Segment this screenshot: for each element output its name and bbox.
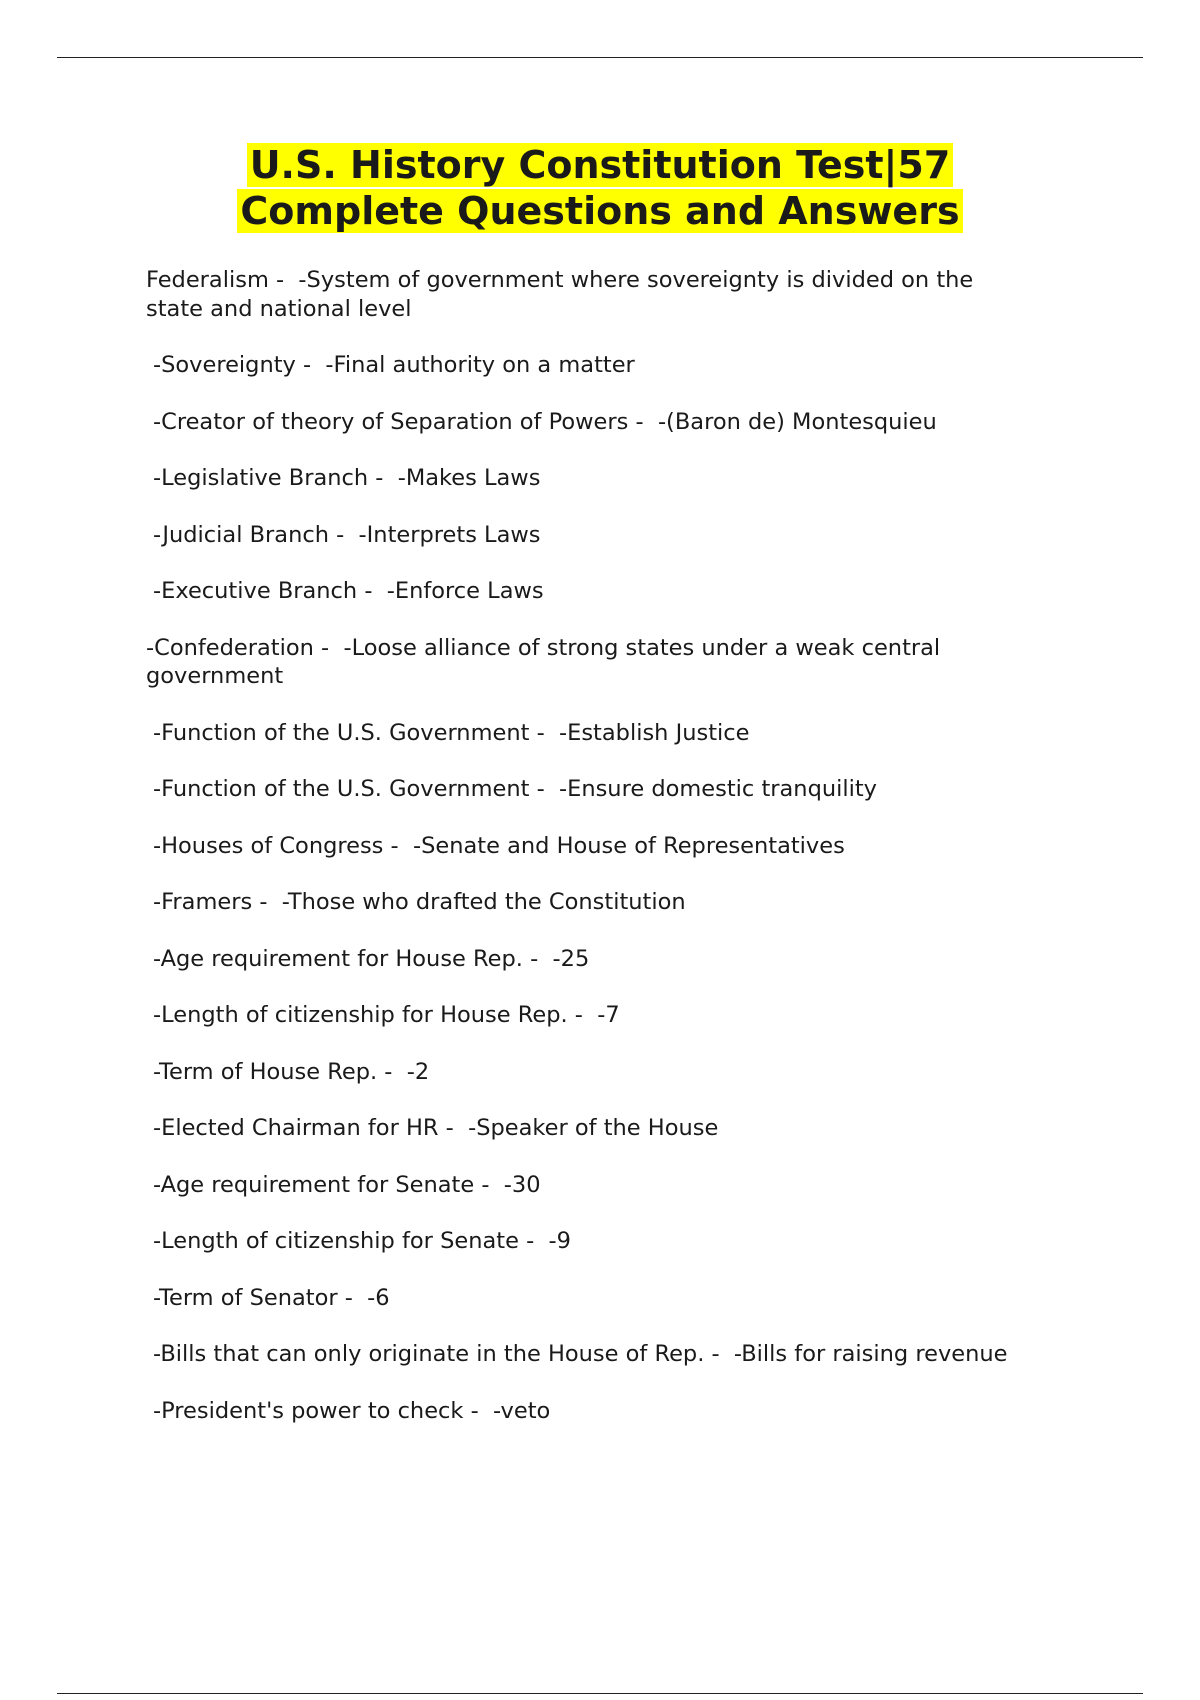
qa-entry: -Term of Senator - -6 bbox=[153, 1284, 390, 1311]
qa-entry: -Judicial Branch - -Interprets Laws bbox=[153, 521, 541, 548]
title-line-2: Complete Questions and Answers bbox=[237, 189, 962, 233]
qa-entry: -Age requirement for Senate - -30 bbox=[153, 1171, 541, 1198]
qa-entry: -Houses of Congress - -Senate and House of Representatives bbox=[153, 832, 845, 859]
top-rule bbox=[57, 57, 1143, 58]
qa-entry: -Creator of theory of Separation of Powers - -(Baron de) Montesquieu bbox=[153, 408, 937, 435]
page-title bbox=[0, 142, 1200, 234]
qa-entry: -Confederation - -Loose alliance of strong states under a weak central government bbox=[146, 634, 941, 689]
qa-list bbox=[146, 266, 1086, 1453]
qa-entry: -Elected Chairman for HR - -Speaker of the House bbox=[153, 1115, 719, 1141]
qa-entry: -Sovereignty - -Final authority on a matter bbox=[153, 352, 635, 378]
bottom-rule bbox=[57, 1693, 1143, 1694]
qa-entry: -Age requirement for House Rep. - -25 bbox=[153, 945, 590, 972]
qa-entry: -President's power to check - -veto bbox=[153, 1397, 551, 1424]
qa-entry: -Length of citizenship for House Rep. - -7 bbox=[153, 1002, 620, 1028]
qa-entry: -Bills that can only originate in the House of Rep. - -Bills for raising revenue bbox=[153, 1341, 1008, 1367]
qa-entry: -Legislative Branch - -Makes Laws bbox=[153, 465, 541, 491]
qa-entry: -Framers - -Those who drafted the Constitution bbox=[153, 889, 686, 915]
qa-entry: -Function of the U.S. Government - -Ensure domestic tranquility bbox=[153, 776, 877, 802]
qa-entry: -Executive Branch - -Enforce Laws bbox=[153, 578, 544, 604]
title-line-1: U.S. History Constitution Test|57 bbox=[247, 143, 954, 187]
qa-entry: -Term of House Rep. - -2 bbox=[153, 1058, 430, 1085]
qa-entry: -Length of citizenship for Senate - -9 bbox=[153, 1228, 571, 1254]
qa-entry: -Function of the U.S. Government - -Establish Justice bbox=[153, 719, 750, 746]
qa-entry: Federalism - -System of government where sovereignty is divided on the state and national level bbox=[146, 267, 974, 322]
